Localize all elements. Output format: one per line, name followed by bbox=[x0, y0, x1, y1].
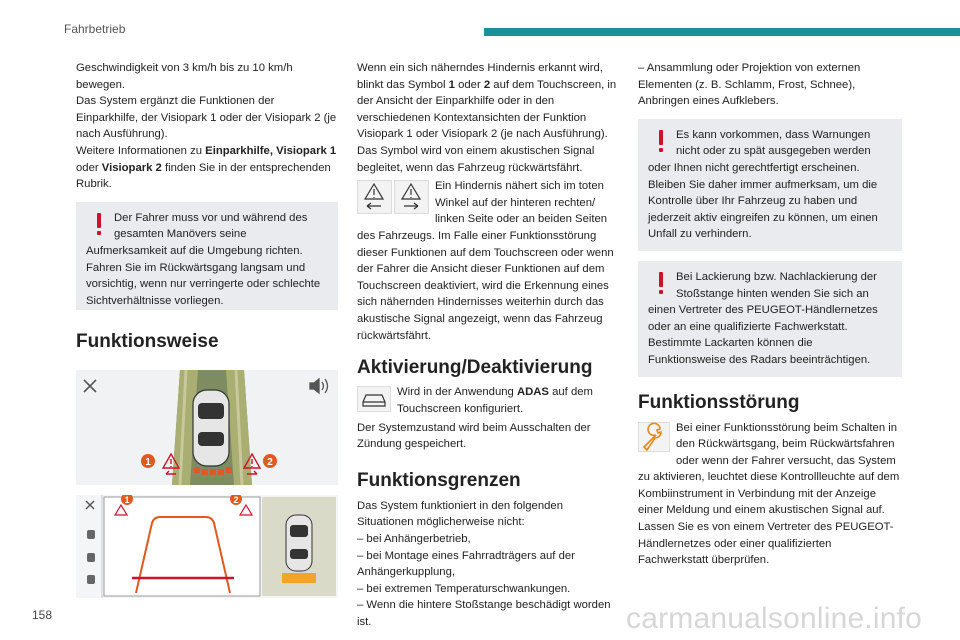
label-1: 1 bbox=[124, 494, 130, 505]
limit-item: – Wenn die hintere Stoßstange beschädigt worden ist. bbox=[357, 599, 611, 629]
paragraph: Das System ergänzt die Funktionen der Einparkhilfe, der Visiopark 1 oder der Visiopark 2 (je nach Ausführung). bbox=[76, 95, 337, 141]
header-section: Fahrbetrieb bbox=[64, 22, 126, 36]
warning-box bbox=[638, 119, 902, 251]
column-1 bbox=[76, 60, 338, 598]
limit-item: – bei Anhängerbetrieb, bbox=[357, 533, 471, 546]
label-1: 1 bbox=[145, 456, 151, 468]
limit-item: – bei Montage eines Fahrradträgers auf der Anhängerkupplung, bbox=[357, 549, 575, 579]
blind-spot-paragraph bbox=[357, 178, 619, 344]
warning-box bbox=[76, 202, 338, 310]
adas-car-icon bbox=[357, 386, 391, 418]
parking-top-view-figure bbox=[76, 370, 338, 485]
warning-box bbox=[638, 261, 902, 377]
warning-text: Bei Lackierung bzw. Nachlackierung der Stoßstange hinten wenden Sie sich an einen Vertreter des PEUGEOT-Händlernetzes oder an eine qualifizierte Fachwerkstatt. Bestimmte Lackarten können die Funktionsweise des Radars beeinträchtigen. bbox=[648, 270, 878, 366]
warning-text: Es kann vorkommen, dass Warnungen nicht oder zu spät ausgegeben werden oder Ihnen nicht gerechtfertigt erscheinen. Bleiben Sie daher immer aufmerksam, um die Kontrolle über Ihr Fahrzeug zu haben und jederzeit aktiv eingreifen zu können, um einen Unfall zu verhindern. bbox=[648, 128, 878, 241]
column-3 bbox=[638, 60, 902, 569]
car-top-icon bbox=[286, 515, 312, 571]
intro-line-2: bewegen. bbox=[76, 78, 125, 91]
blind-spot-icons bbox=[357, 180, 429, 220]
close-icon bbox=[84, 380, 96, 392]
car-top-icon bbox=[193, 390, 229, 466]
label-2: 2 bbox=[267, 456, 273, 468]
sensor-zone bbox=[282, 573, 316, 583]
header-bar bbox=[484, 28, 960, 36]
watermark: carmanualsonline.info bbox=[626, 602, 923, 635]
fault-text: Bei einer Funktionsstörung beim Schalten in den Rückwärtsgang, beim Rückwärtsfahren oder wenn der Fahrer versucht, das System zu aktivieren, leuchtet diese Kontrollleuchte auf dem Kombiinstrument in Verbindung mit der Anzeige einer Meldung und einem akustischen Signal auf. Lassen Sie es von einem Vertreter des PEUGEOT-Händlernetzes oder einer qualifizierten Fachwerkstatt überprüfen. bbox=[638, 421, 900, 567]
blind-spot-text: Ein Hindernis nähert sich im toten Winkel auf der hinteren rechten/ linken Seite oder an beiden Seiten des Fahrzeugs. Im Falle einer Funktionsstörung dieser Funktionen auf dem Touchscreen oder wenn der Fahrer die Ansicht dieser Funktionen auf dem Touchscreen deaktiviert, wird die Erkennung eines sich nähernden Hindernisses weiterhin durch das akustische Signal angezeigt, wenn das Fahrzeug rückwärtsfährt. bbox=[357, 180, 614, 342]
page-number: 158 bbox=[32, 608, 53, 622]
view-icon-b bbox=[87, 553, 95, 562]
heading-aktivierung: Aktivierung/Deaktivierung bbox=[357, 357, 593, 379]
heading-funktionsstoerung: Funktionsstörung bbox=[638, 391, 800, 413]
paragraph-symbol: Wenn ein sich näherndes Hindernis erkannt wird, blinkt das Symbol 1 oder 2 auf dem Touchscreen, in der Ansicht der Einparkhilfe oder in den verschiedenen Kontextansichten der Funktion Visiopark 1 oder Visiopark 2 (je nach Ausführung). Das Symbol wird von einem akustischen Signal begleitet, wenn das Fahrzeug rückwärtsfährt. bbox=[357, 62, 617, 174]
parking-top-view bbox=[76, 370, 338, 485]
view-icon-c bbox=[87, 575, 95, 584]
warning-icon bbox=[648, 269, 676, 299]
camera-view bbox=[76, 495, 338, 598]
intro-line-1: Geschwindigkeit von 3 km/h bis zu 10 km/h bbox=[76, 62, 293, 74]
camera-view-figure bbox=[76, 495, 338, 598]
heading-funktionsweise: Funktionsweise bbox=[76, 330, 219, 352]
limit-item: – bei extremen Temperaturschwankungen. bbox=[357, 582, 571, 595]
activation-note: Der Systemzustand wird beim Ausschalten der Zündung gespeichert. bbox=[357, 421, 591, 451]
view-icon-a bbox=[87, 530, 95, 539]
activation-paragraph: Wird in der Anwendung ADAS auf dem Touchscreen konfiguriert. bbox=[357, 384, 619, 417]
paragraph-refs: Weitere Informationen zu Einparkhilfe, Visiopark 1 oder Visiopark 2 finden Sie in der entsprechenden Rubrik. bbox=[76, 144, 337, 191]
view-mode-icons bbox=[87, 530, 95, 584]
warning-icon bbox=[648, 127, 676, 157]
warning-text: Der Fahrer muss vor und während des gesamten Manövers seine Aufmerksamkeit auf die Umgebung richten. Fahren Sie im Rückwärtsgang langsam und vorsichtig, wenn nur verringerte oder schlechte Sichtverhältnisse vorliegen. bbox=[86, 211, 321, 307]
column-2 bbox=[357, 60, 619, 631]
heading-funktionsgrenzen: Funktionsgrenzen bbox=[357, 469, 521, 491]
limits-intro: Das System funktioniert in den folgenden Situationen möglicherweise nicht: bbox=[357, 499, 563, 529]
label-2: 2 bbox=[233, 494, 239, 505]
sound-icon bbox=[310, 379, 328, 393]
warning-icon bbox=[86, 210, 114, 240]
wrench-icon bbox=[638, 422, 670, 458]
limit-item: – Ansammlung oder Projektion von externen Elementen (z. B. Schlamm, Frost, Schnee), Anbringen eines Aufklebers. bbox=[638, 62, 861, 108]
fault-paragraph bbox=[638, 420, 902, 569]
